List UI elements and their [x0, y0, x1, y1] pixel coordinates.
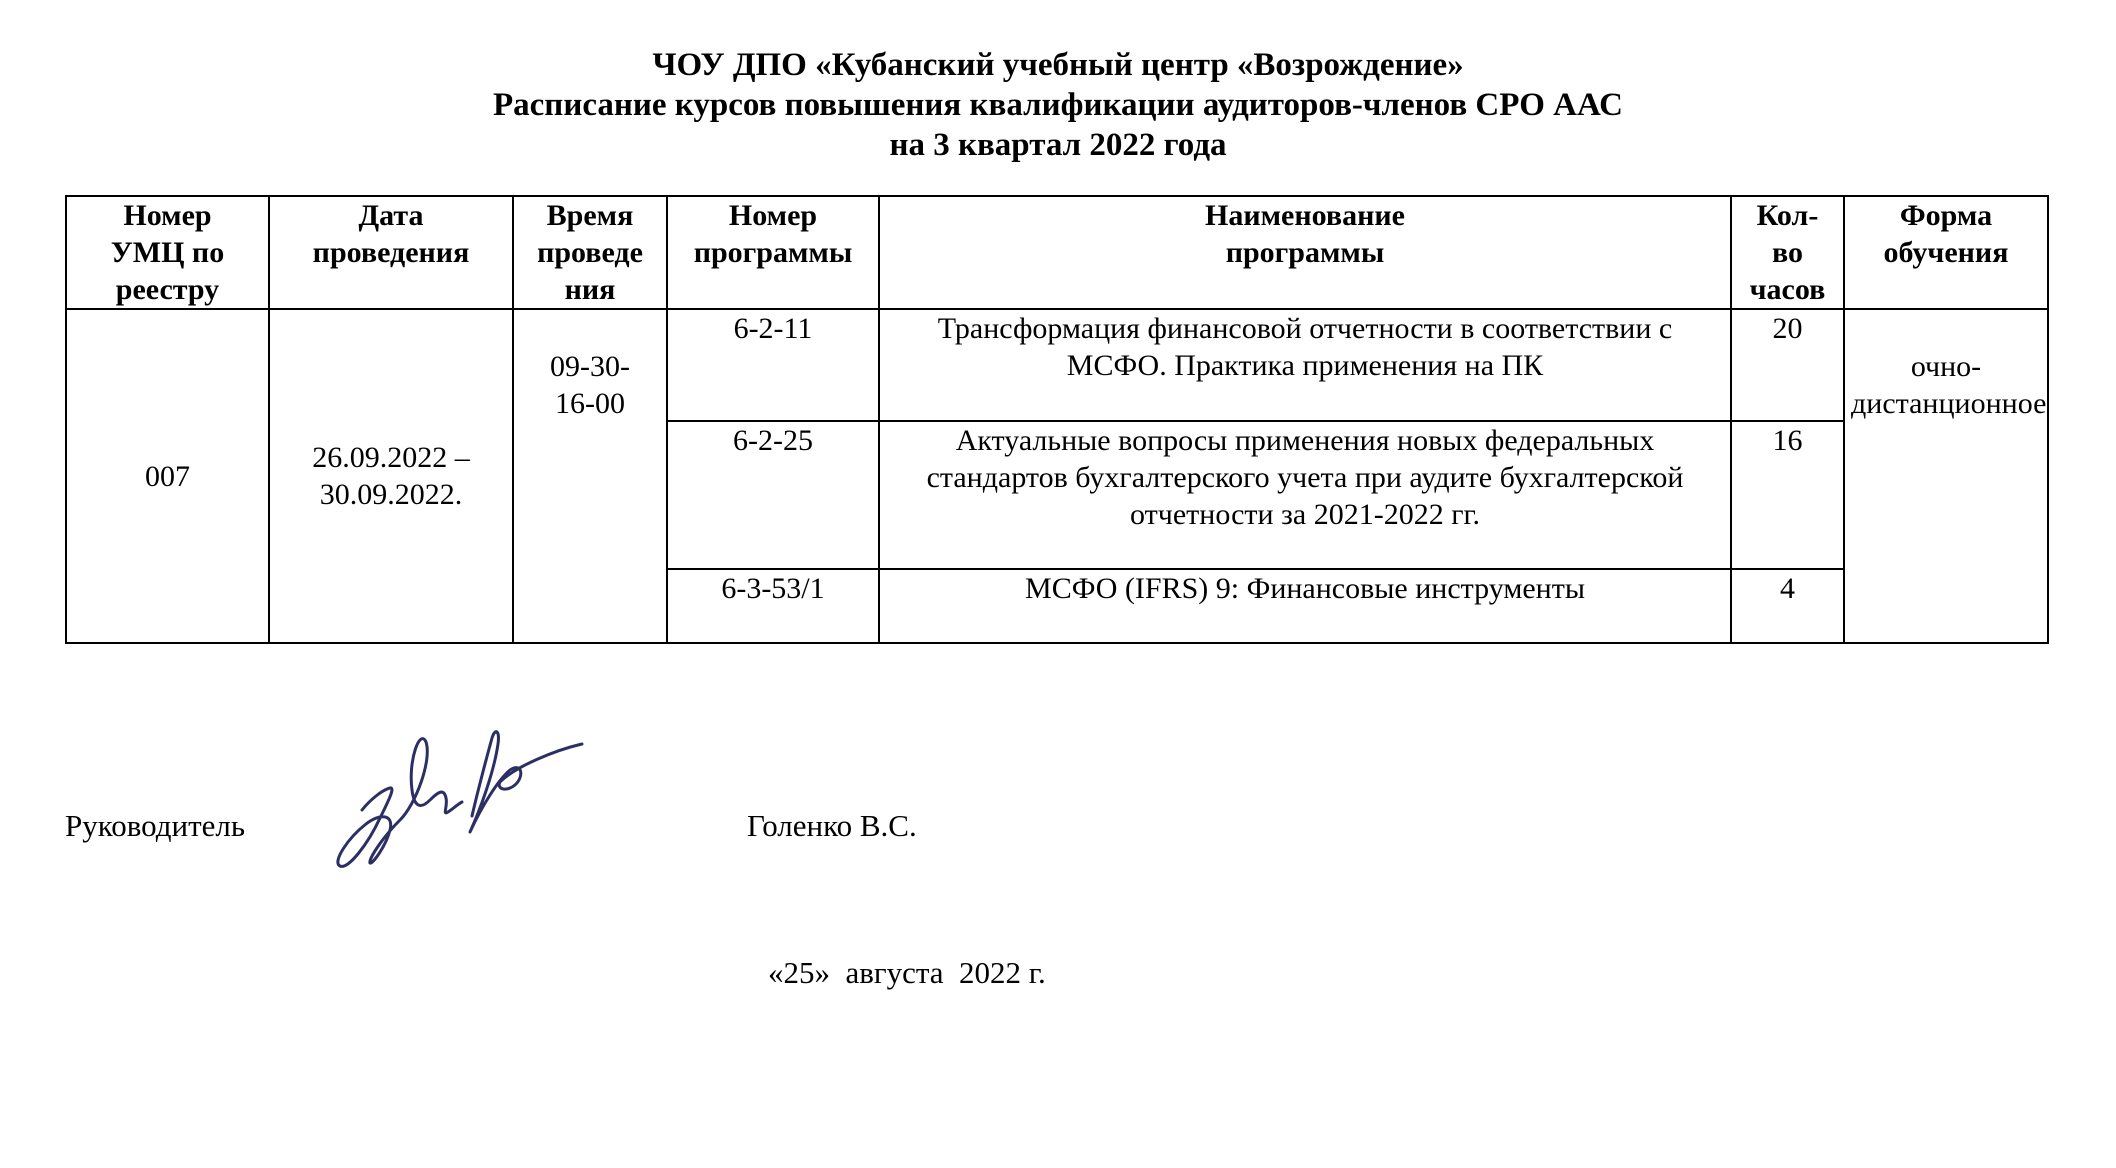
organization-title: ЧОУ ДПО «Кубанский учебный центр «Возрождение» [652, 47, 1464, 83]
column-header-time: Время проведе ния [513, 196, 667, 309]
program-number-cell: 6-2-11 [667, 309, 879, 421]
program-number-cell: 6-3-53/1 [667, 569, 879, 643]
program-name-cell: Трансформация финансовой отчетности в соответствии с МСФО. Практика применения на ПК [879, 309, 1731, 421]
signer-name: Голенко В.С. [747, 808, 917, 843]
program-name-cell: Актуальные вопросы применения новых федеральных стандартов бухгалтерского учета при аудите бухгалтерской отчетности за 2021-2022 гг. [879, 421, 1731, 569]
document-date: «25» августа 2022 г. [768, 955, 1046, 990]
schedule-title: Расписание курсов повышения квалификации аудиторов-членов СРО ААС [493, 87, 1623, 123]
table-row [66, 309, 2048, 421]
program-hours-cell: 16 [1731, 421, 1844, 569]
time-cell: 09-30- 16-00 [513, 309, 667, 643]
form-cell: очно- дистанционное [1844, 309, 2048, 643]
column-header-date: Дата проведения [269, 196, 513, 309]
program-hours-cell: 20 [1731, 309, 1844, 421]
table-header-row [66, 196, 2048, 309]
handwritten-signature [320, 720, 650, 880]
column-header-program-number: Номер программы [667, 196, 879, 309]
document-header [0, 45, 2116, 165]
column-header-hours: Кол- во часов [1731, 196, 1844, 309]
program-hours-cell: 4 [1731, 569, 1844, 643]
umc-number-cell: 007 [66, 309, 269, 643]
dates-cell: 26.09.2022 – 30.09.2022. [269, 309, 513, 643]
schedule-table [65, 195, 2049, 644]
program-number-cell: 6-2-25 [667, 421, 879, 569]
signer-role: Руководитель [65, 808, 246, 843]
column-header-umc-number: Номер УМЦ по реестру [66, 196, 269, 309]
column-header-form: Форма обучения [1844, 196, 2048, 309]
signature-block [65, 720, 1265, 880]
column-header-program-name: Наименование программы [879, 196, 1731, 309]
program-name-cell: МСФО (IFRS) 9: Финансовые инструменты [879, 569, 1731, 643]
quarter-title: на 3 квартал 2022 года [889, 127, 1227, 163]
